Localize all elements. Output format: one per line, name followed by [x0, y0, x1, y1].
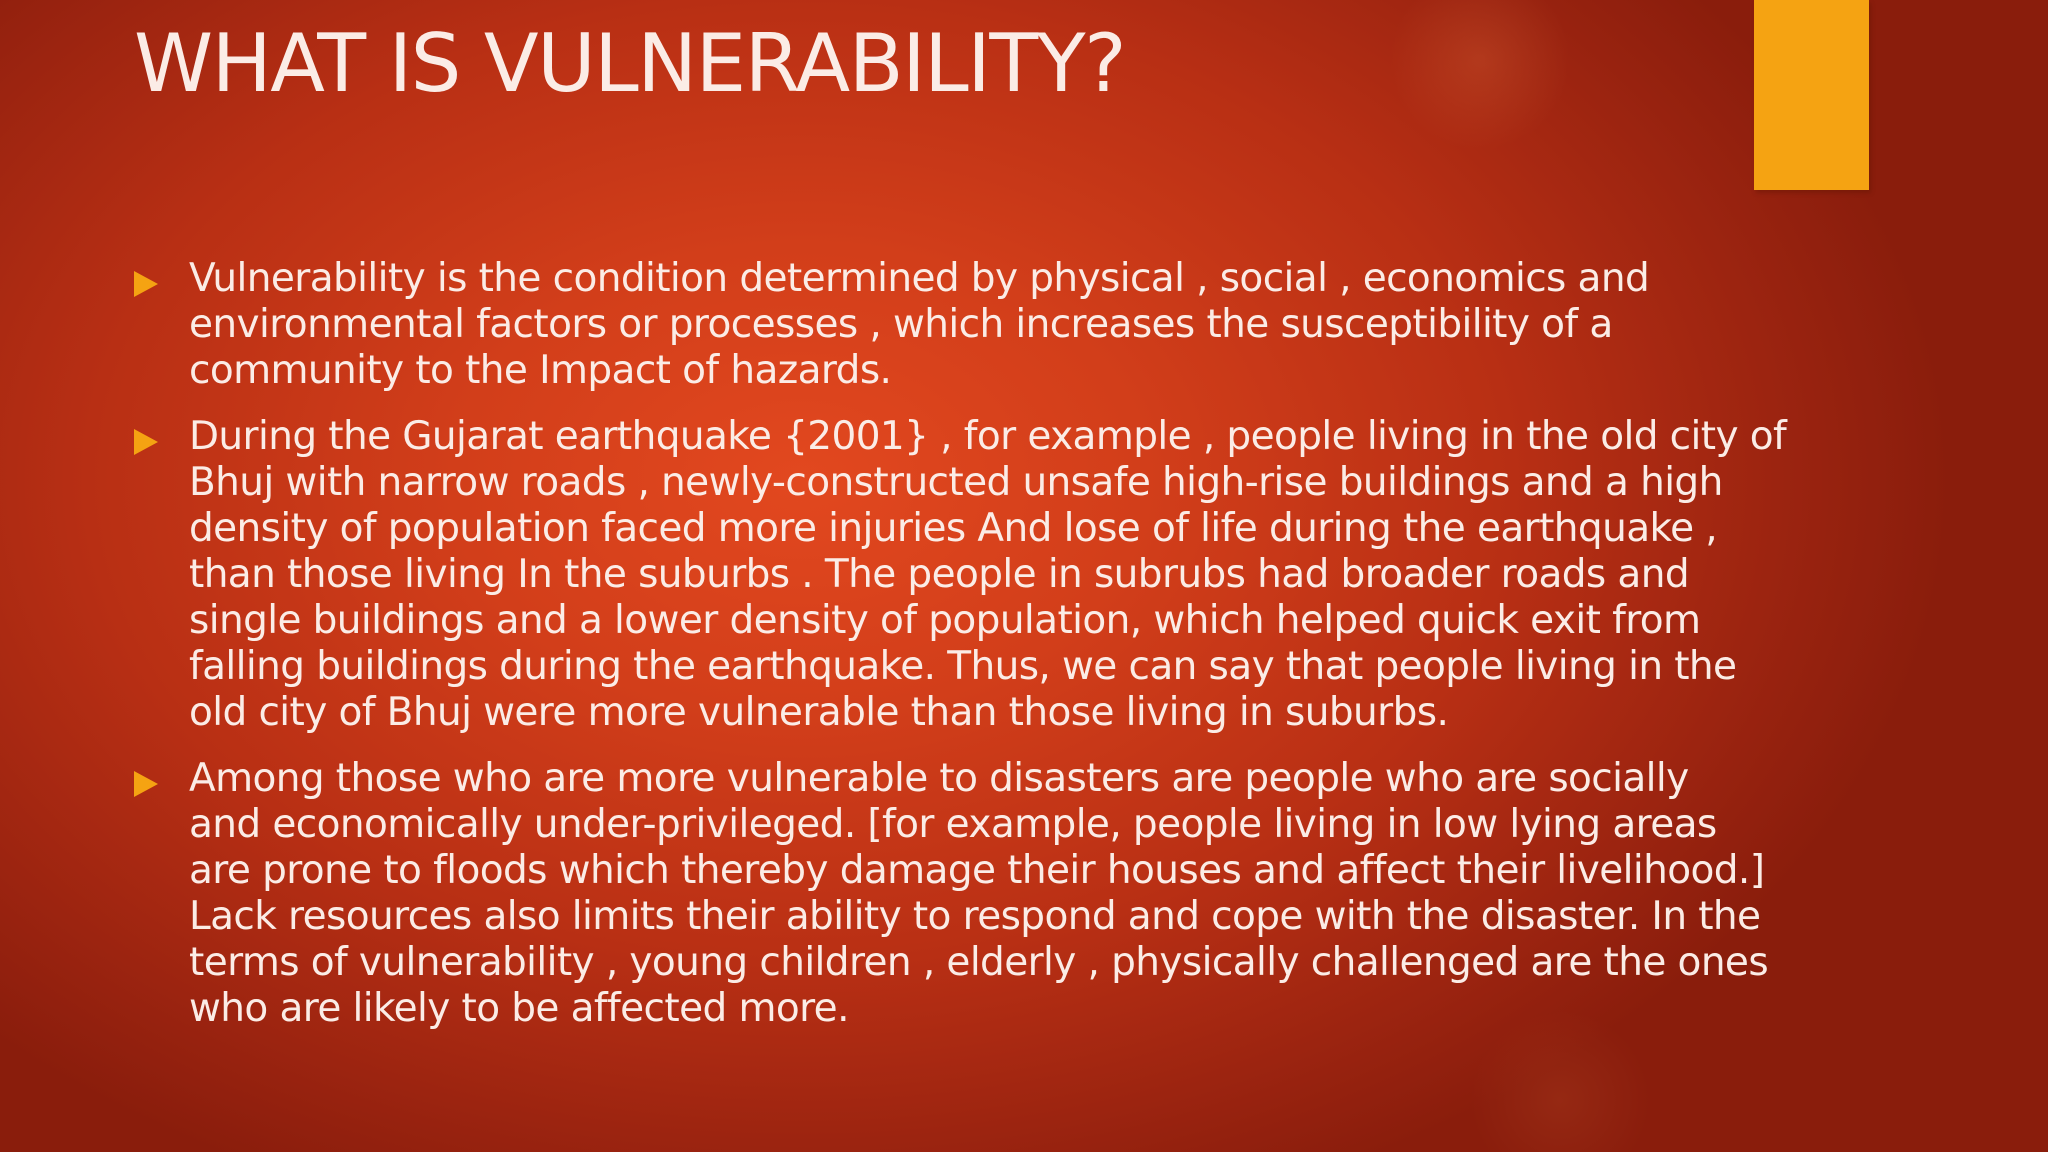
bullet-item-definition — [134, 256, 1914, 394]
triangle-bullet-icon — [134, 271, 158, 297]
triangle-bullet-icon — [134, 771, 158, 797]
slide-title: WHAT IS VULNERABILITY? — [134, 17, 1126, 110]
accent-bar — [1754, 0, 1869, 190]
bullet-text: Among those who are more vulnerable to disasters are people who are socially and economically under-privileged. [for example, people living in low lying areas are prone to floods which thereby damage their houses and affect their livelihood.] Lack resources also limits their ability to respond and cope with the disaster. In the terms of vulnerability , young children , elderly , physically challenged are the ones who are likely to be affected more. — [189, 756, 1769, 1031]
bullet-item-vulnerable-groups — [134, 756, 1914, 1032]
bullet-list — [134, 256, 1914, 1052]
bullet-item-gujarat-example — [134, 414, 1914, 736]
bullet-text: During the Gujarat earthquake {2001} , for example , people living in the old city of Bhuj with narrow roads , newly-constructed unsafe high-rise buildings and a high density of population faced more injuries And lose of life during the earthquake , than those living In the suburbs . The people in subrubs had broader roads and single buildings and a lower density of population, which helped quick exit from falling buildings during the earthquake. Thus, we can say that people living in the old city of Bhuj were more vulnerable than those living in suburbs. — [189, 414, 1787, 735]
bullet-text: Vulnerability is the condition determined by physical , social , economics and environmental factors or processes , which increases the susceptibility of a community to the Impact of hazards. — [189, 256, 1650, 393]
triangle-bullet-icon — [134, 429, 158, 455]
